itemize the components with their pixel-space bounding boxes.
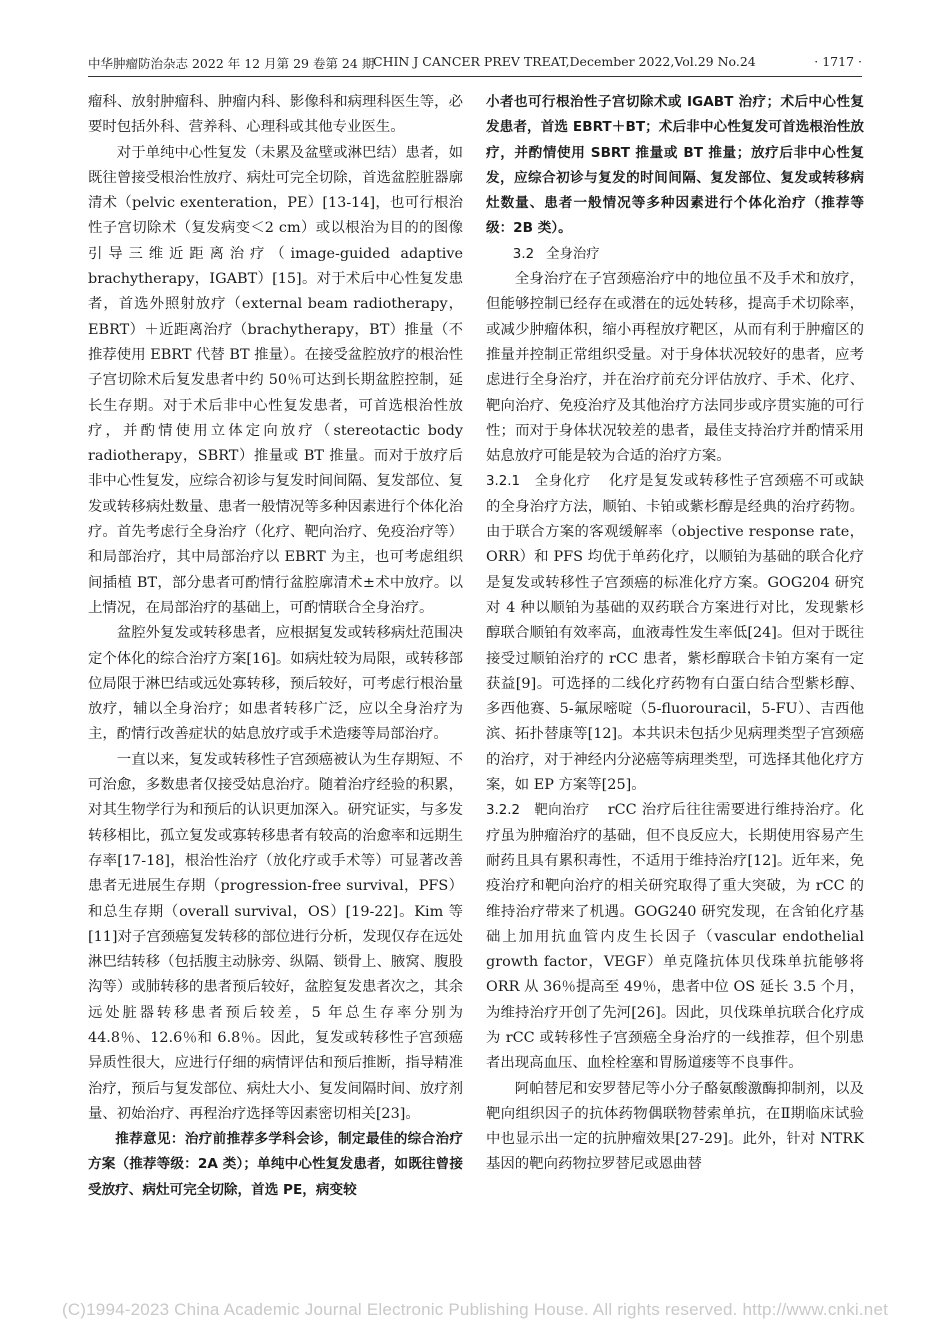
section-heading-3-2 <box>486 242 864 267</box>
header-rule <box>88 76 862 77</box>
paragraph-tki: 阿帕替尼和安罗替尼等小分子酪氨酸激酶抑制剂，以及靶向组织因子的抗体药物偶联物替索单抗，在Ⅱ期临床试验中也显示出一定的抗肿瘤效果[27-29]。此外，针对 NTRK 基因的靶向药物拉罗替尼或恩曲替 <box>486 1080 864 1173</box>
paragraph-systemic-therapy: 全身治疗在子宫颈癌治疗中的地位虽不及手术和放疗，但能够控制已经存在或潜在的远处转移，提高手术切除率，或减少肿瘤体积，缩小再程放疗靶区，从而有利于肿瘤区的推量并控制正常组织受量。对于身体状况较好的患者，应考虑进行全身治疗，并在治疗前充分评估放疗、手术、化疗、靶向治疗、免疫治疗及其他治疗方法同步或序贯实施的可行性；而对于身体状况较差的患者，最佳支持治疗并酌情采用姑息放疗可能是较为合适的治疗方案。 <box>486 271 864 465</box>
left-column <box>88 90 463 1203</box>
right-column <box>486 90 864 1178</box>
paragraph-prognosis: 一直以来，复发或转移性子宫颈癌被认为生存期短、不可治愈，多数患者仅接受姑息治疗。随着治疗经验的积累，对其生物学行为和预后的认识更加深入。研究证实，与多发转移相比，孤立复发或寡转移患者有较高的治愈率和远期生存率[17-18]，根治性治疗（放化疗或手术等）可显著改善患者无进展生存期（progression-free survival，PFS）和总生存期（overall survival，OS）[19-22]。Kim 等[11]对子宫颈癌复发转移的部位进行分析，发现仅存在远处淋巴结转移（包括腹主动脉旁、纵隔、锁骨上、腋窝、腹股沟等）或肺转移的患者预后较好，盆腔复发患者次之，其余远处脏器转移患者预后较差，5 年总生存率分别为 44.8％、12.6％和 6.8％。因此，复发或转移性子宫颈癌异质性很大，应进行仔细的病情评估和预后推断，指导精准治疗，预后与复发部位、病灶大小、复发间隔时间、放疗剂量、初始治疗、再程治疗选择等因素密切相关[23]。 <box>88 751 463 1122</box>
paragraph-central-recurrence: 对于单纯中心性复发（未累及盆壁或淋巴结）患者，如既往曾接受根治性放疗、病灶可完全切除，首选盆腔脏器廓清术（pelvic exenteration，PE）[13-14]，也可行根治性子宫切除术（复发病变＜2 cm）或以根治为目的的图像引导三维近距离治疗（image-guided adaptive brachytherapy，IGABT）[15]。对于术后中心性复发患者，首选外照射放疗（external beam radiotherapy，EBRT）＋近距离治疗（brachytherapy，BT）推量（不推荐使用 EBRT 代替 BT 推量）。在接受盆腔放疗的根治性子宫切除术后复发患者中约 50％可达到长期盆腔控制，延长生存期。对于术后非中心性复发患者，可首选根治性放疗，并酌情使用立体定向放疗（stereotactic body radiotherapy，SBRT）推量或 BT 推量。而对于放疗后非中心性复发，应综合初诊与复发时间间隔、复发部位、复发或转移病灶数量、患者一般情况等多种因素进行个体化治疗。首先考虑行全身治疗（化疗、靶向治疗、免疫治疗等）和局部治疗，其中局部治疗以 EBRT 为主，也可考虑组织间插植 BT，部分患者可酌情行盆腔廓清术±术中放疗。以上情况，在局部治疗的基础上，可酌情联合全身治疗。 <box>88 144 463 616</box>
page-number: · 1717 · <box>814 54 862 69</box>
journal-title-cn: 中华肿瘤防治杂志 2022 年 12 月第 29 卷第 24 期 <box>88 56 375 71</box>
running-header <box>88 54 862 76</box>
paragraph-chemotherapy: 化疗是复发或转移性子宫颈癌不可或缺的全身治疗方法，顺铂、卡铂或紫杉醇是经典的治疗药物。由于联合方案的客观缓解率（objective response rate，ORR）和 PFS 均优于单药化疗，以顺铂为基础的联合化疗是复发或转移性子宫颈癌的标准化疗方案。GOG204 研究对 4 种以顺铂为基础的双药联合方案进行对比，发现紫杉醇联合顺铂有效率高，血液毒性发生率低[24]。但对于既往接受过顺铂治疗的 rCC 患者，紫杉醇联合卡铂方案有一定获益[9]。可选择的二线化疗药物有白蛋白结合型紫杉醇、多西他赛、5-氟尿嘧啶（5-fluorouracil，5-FU）、吉西他滨、拓扑替康等[12]。本共识未包括少见病理类型子宫颈癌的治疗，对于神经内分泌癌等病理类型，可选择其他化疗方案，如 EP 方案等[25]。 <box>486 473 864 794</box>
copyright-watermark: (C)1994-2023 China Academic Journal Electronic Publishing House. All rights reserved. http://www.cnki.net <box>61 1300 889 1319</box>
subsection-heading-3-2-2: 3.2.2 靶向治疗 <box>486 803 590 819</box>
paragraph-continuation: 瘤科、放射肿瘤科、肿瘤内科、影像科和病理科医生等，必要时包括外科、营养科、心理科或其他专业医生。 <box>88 94 463 136</box>
subsection-chemotherapy <box>486 469 864 798</box>
section-title: 全身治疗 <box>546 246 600 262</box>
subsection-heading-3-2-1: 3.2.1 全身化疗 <box>486 474 591 490</box>
recommendation-text: 推荐意见：治疗前推荐多学科会诊，制定最佳的综合治疗方案（推荐等级：2A 类）；单纯中心性复发患者，如既往曾接受放疗、病灶可完全切除，首选 PE，病变较 <box>88 1131 463 1198</box>
paragraph-targeted: rCC 治疗后往往需要进行维持治疗。化疗虽为肿瘤治疗的基础，但不良反应大，长期使用容易产生耐药且具有累积毒性，不适用于维持治疗[12]。近年来，免疫治疗和靶向治疗的相关研究取得了重大突破，为 rCC 的维持治疗带来了机遇。GOG240 研究发现，在含铂化疗基础上加用抗血管内皮生长因子（vascular endothelial growth factor，VEGF）单克隆抗体贝伐珠单抗能够将 ORR 从 36％提高至 49％，患者中位 OS 延长 3.5 个月，为维持治疗开创了先河[26]。因此，贝伐珠单抗联合化疗成为 rCC 或转移性子宫颈癌全身治疗的一线推荐，但个别患者出现高血压、血栓栓塞和胃肠道瘘等不良事件。 <box>486 802 864 1072</box>
paragraph-extrapelvic-recurrence: 盆腔外复发或转移患者，应根据复发或转移病灶范围决定个体化的综合治疗方案[16]。如病灶较为局限，或转移部位局限于淋巴结或远处寡转移，预后较好，可考虑行根治量放疗，辅以全身治疗；如患者转移广泛，应以全身治疗为主，酌情行改善症状的姑息放疗或手术造瘘等局部治疗。 <box>88 625 463 743</box>
section-number: 3.2 <box>512 246 535 262</box>
subsection-targeted <box>486 798 864 1076</box>
recommendation-continuation: 小者也可行根治性子宫切除术或 IGABT 治疗；术后中心性复发患者，首选 EBRT＋BT；术后非中心性复发可首选根治性放疗，并酌情使用 SBRT 推量或 BT 推量；放疗后非中心性复发，应综合初诊与复发的时间间隔、复发部位、复发或转移病灶数量、患者一般情况等多种因素进行个体化治疗（推荐等级：2B 类）。 <box>486 94 864 237</box>
journal-title-en: CHIN J CANCER PREV TREAT,December 2022,Vol.29 No.24 <box>373 54 756 69</box>
